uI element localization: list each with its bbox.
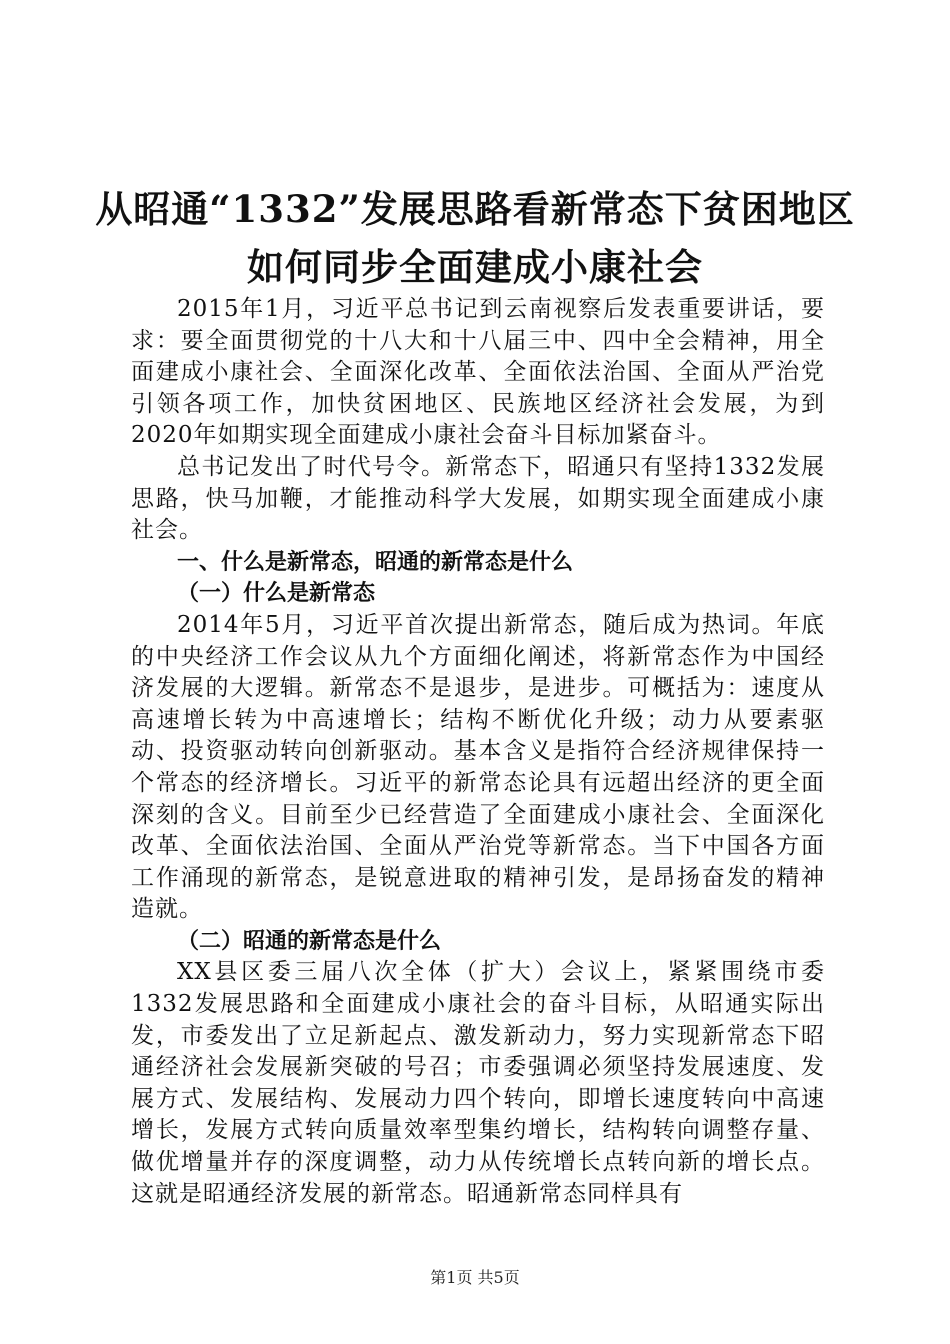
subsection-heading-2: （二）昭通的新常态是什么 xyxy=(177,928,442,954)
document-title-line-2: 如何同步全面建成小康社会 xyxy=(247,245,703,289)
document-body xyxy=(131,294,825,1210)
paragraph-2: 总书记发出了时代号令。新常态下，昭通只有坚持1332发展思路，快马加鞭，才能推动科学大发展，如期实现全面建成小康社会。 xyxy=(131,453,825,544)
section-heading-1: 一、什么是新常态，昭通的新常态是什么 xyxy=(177,549,574,575)
paragraph-3: 2014年5月，习近平首次提出新常态，随后成为热词。年底的中央经济工作会议从九个方面细化阐述，将新常态作为中国经济发展的大逻辑。新常态不是退步，是进步。可概括为：速度从高速增长转为中高速增长；结构不断优化升级；动力从要素驱动、投资驱动转向创新驱动。基本含义是指符合经济规律保持一个常态的经济增长。习近平的新常态论具有远超出经济的更全面深刻的含义。目前至少已经营造了全面建成小康社会、全面深化改革、全面依法治国、全面从严治党等新常态。当下中国各方面工作涌现的新常态，是锐意进取的精神引发，是昂扬奋发的精神造就。 xyxy=(131,611,825,923)
paragraph-1: 2015年1月，习近平总书记到云南视察后发表重要讲话，要求：要全面贯彻党的十八大和十八届三中、四中全会精神，用全面建成小康社会、全面深化改革、全面依法治国、全面从严治党引领各项工作，加快贫困地区、民族地区经济社会发展，为到2020年如期实现全面建成小康社会奋斗目标加紧奋斗。 xyxy=(131,296,825,449)
paragraph-4: XX县区委三届八次全体（扩大）会议上，紧紧围绕市委1332发展思路和全面建成小康社会的奋斗目标，从昭通实际出发，市委发出了立足新起点、激发新动力，努力实现新常态下昭通经济社会发展新突破的号召；市委强调必须坚持发展速度、发展方式、发展结构、发展动力四个转向，即增长速度转向中高速增长，发展方式转向质量效率型集约增长，结构转向调整存量、做优增量并存的深度调整，动力从传统增长点转向新的增长点。这就是昭通经济发展的新常态。昭通新常态同样具有 xyxy=(131,959,825,1207)
page-number-footer: 第1页 共5页 xyxy=(430,1268,520,1287)
document-title-line-1: 从昭通“1332”发展思路看新常态下贫困地区 xyxy=(95,187,855,231)
subsection-heading-1: （一）什么是新常态 xyxy=(177,581,376,607)
